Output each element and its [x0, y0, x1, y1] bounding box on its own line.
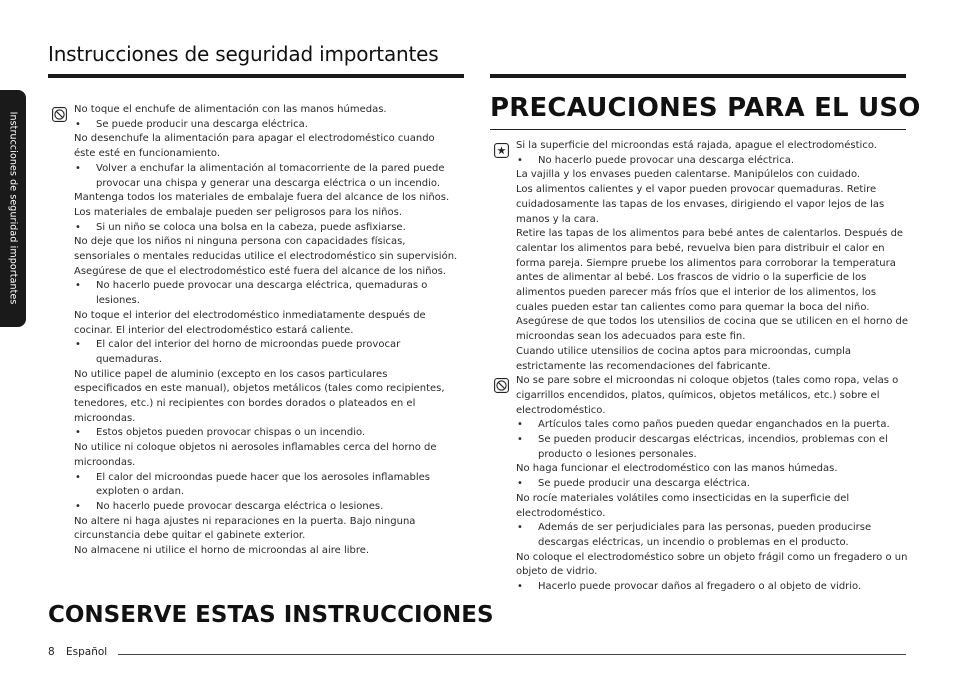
warning-icon: [494, 143, 509, 158]
footer-divider: [118, 654, 906, 655]
instruction-bullet: • Si un niño se coloca una bolsa en la cabeza, puede asfixiarse.: [74, 221, 458, 236]
instruction-bullet: • Además de ser perjudiciales para las personas, pueden producirse descargas eléctricas, un incendio o problemas en el producto.: [516, 521, 908, 550]
instruction-bullet: • Se puede producir una descarga eléctrica.: [516, 477, 908, 492]
instruction: Cuando utilice utensilios de cocina aptos para microondas, cumpla estrictamente las recomendaciones del fabricante.: [516, 345, 852, 372]
instruction: No toque el interior del electrodoméstico inmediatamente después de cocinar. El interior del electrodoméstico estará caliente.: [74, 309, 426, 336]
instruction-bullet: • No hacerlo puede provocar descarga eléctrica o lesiones.: [74, 500, 458, 515]
instruction-bullet: • Artículos tales como paños pueden quedar enganchados en la puerta.: [516, 418, 908, 433]
instruction: No toque el enchufe de alimentación con las manos húmedas.: [74, 104, 387, 115]
instruction: Retire las tapas de los alimentos para bebé antes de calentarlos. Después de calentar los alimentos para bebé, revuelva bien para distribuir el calor en forma pareja. Siempre pruebe los alimentos para corroborar la temperatura antes de alimentar al bebé. Los frascos de vidrio o la superficie de los alimentos pueden parecer más fríos que el interior de los alimentos, los cuales pueden estar tan calientes como para quemar la boca del niño.: [516, 228, 904, 313]
instruction: No utilice ni coloque objetos ni aerosoles inflamables cerca del horno de microondas.: [74, 442, 437, 468]
instruction-bullet: • El calor del interior del horno de microondas puede provocar quemaduras.: [74, 338, 458, 367]
instruction: Si la superficie del microondas está rajada, apague el electrodoméstico.: [516, 140, 877, 151]
instruction: No coloque el electrodoméstico sobre un objeto frágil como un fregadero o un objeto de vidrio.: [516, 551, 908, 578]
prohibited-icon: [494, 378, 509, 393]
instruction-bullet: • Hacerlo puede provocar daños al fregadero o al objeto de vidrio.: [516, 580, 908, 595]
instruction-bullet: • Volver a enchufar la alimentación al tomacorriente de la pared puede provocar una chispa y generar una descarga eléctrica o un incendio.: [74, 162, 458, 191]
instruction: Mantenga todos los materiales de embalaje fuera del alcance de los niños. Los materiales de embalaje pueden ser peligrosos para los niños.: [74, 192, 450, 218]
instruction: No deje que los niños ni ninguna persona con capacidades físicas, sensoriales o mentales reducidas utilice el electrodoméstico sin supervisión. Asegúrese de que el electrodoméstico esté fuera del alcance de los niños.: [74, 236, 458, 277]
precautions-underline: [490, 129, 906, 130]
prohibited-icon: [52, 107, 67, 122]
instruction: No altere ni haga ajustes ni reparaciones en la puerta. Bajo ninguna circunstancia debe quitar el gabinete exterior.: [74, 515, 416, 542]
instruction: No desenchufe la alimentación para apagar el electrodoméstico cuando éste esté en funcionamiento.: [74, 133, 435, 160]
section-side-tab[interactable]: [0, 90, 26, 327]
instruction-bullet: • No hacerlo puede provocar una descarga eléctrica.: [516, 154, 908, 169]
instruction: No almacene ni utilice el horno de microondas al aire libre.: [74, 545, 370, 557]
instruction-bullet: • No hacerlo puede provocar una descarga eléctrica, quemaduras o lesiones.: [74, 279, 458, 308]
left-header-divider: [48, 74, 464, 78]
instruction: Los alimentos calientes y el vapor pueden provocar quemaduras. Retire cuidadosamente las tapas de los envases, dirigiendo el vapor lejos de las manos y la cara.: [516, 184, 885, 225]
instruction: No se pare sobre el microondas ni coloque objetos (tales como ropa, velas o cigarrillos encendidos, platos, químicos, objetos metálicos, etc.) sobre el electrodoméstico.: [516, 375, 899, 416]
instruction: Asegúrese de que todos los utensilios de cocina que se utilicen en el horno de microondas sean los adecuados para este fin.: [516, 316, 908, 343]
precautions-heading: PRECAUCIONES PARA EL USO: [490, 93, 921, 123]
instruction-bullet: • Se pueden producir descargas eléctricas, incendios, problemas con el producto o lesiones personales.: [516, 433, 908, 462]
side-tab-label: Instrucciones de seguridad importantes: [7, 111, 19, 305]
right-instructions: [516, 139, 908, 595]
right-header-divider: [490, 74, 906, 78]
page-number: 8: [48, 646, 55, 658]
instruction-bullet: • Estos objetos pueden provocar chispas o un incendio.: [74, 426, 458, 441]
left-instructions: [74, 103, 458, 559]
section-title: Instrucciones de seguridad importantes: [48, 42, 439, 66]
instruction: No rocíe materiales volátiles como insecticidas en la superficie del electrodoméstico.: [516, 492, 850, 519]
instruction: La vajilla y los envases pueden calentarse. Manipúlelos con cuidado.: [516, 169, 861, 181]
footer-language: Español: [66, 646, 108, 658]
instruction-bullet: • Se puede producir una descarga eléctrica.: [74, 118, 458, 133]
conserve-heading: CONSERVE ESTAS INSTRUCCIONES: [48, 602, 494, 628]
instruction: No haga funcionar el electrodoméstico con las manos húmedas.: [516, 463, 838, 475]
instruction: No utilice papel de aluminio (excepto en los casos particulares especificados en este manual), objetos metálicos (tales como recipientes, tenedores, etc.) ni recipientes con bordes dorados o plateados en el microondas.: [74, 368, 445, 424]
instruction-bullet: • El calor del microondas puede hacer que los aerosoles inflamables exploten o ardan.: [74, 471, 458, 500]
